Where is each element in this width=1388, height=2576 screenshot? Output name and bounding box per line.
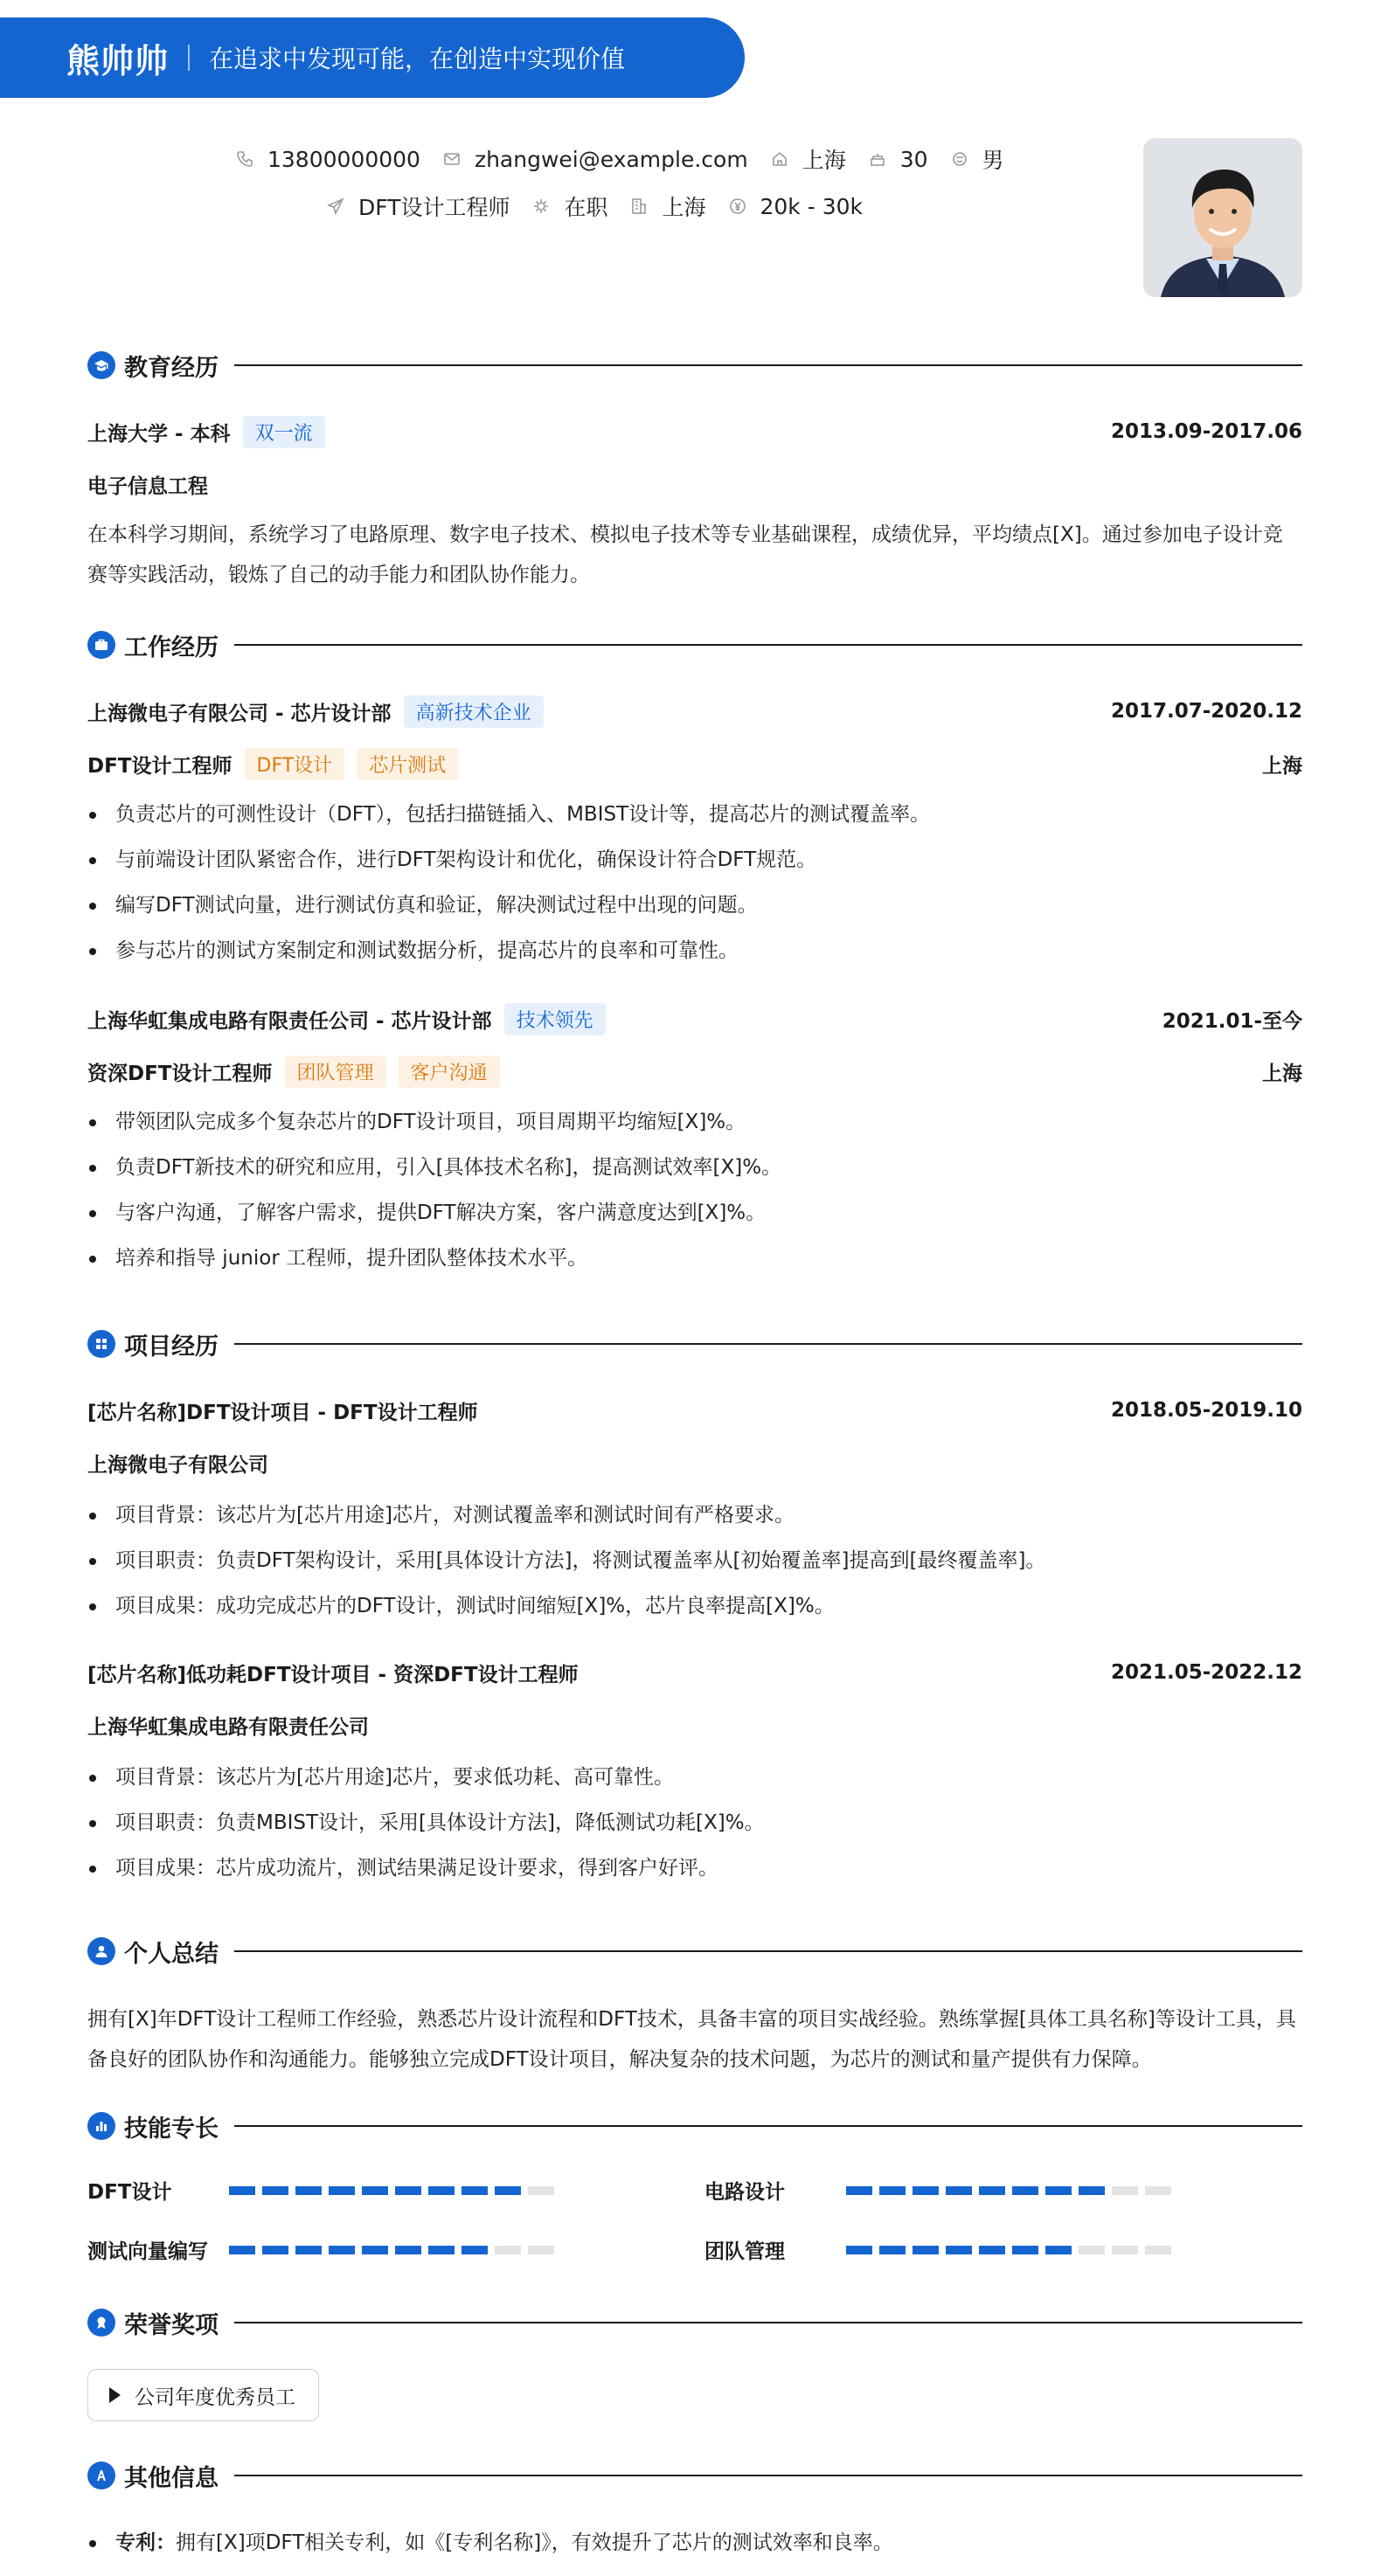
project-name: [芯片名称]DFT设计项目 - DFT设计工程师: [87, 1401, 478, 1424]
list-item: 与前端设计团队紧密合作，进行DFT架构设计和优化，确保设计符合DFT规范。: [87, 837, 1302, 883]
city-info: [771, 143, 846, 175]
skill-segment-filled: [362, 2246, 388, 2254]
section-title: 个人总结: [124, 1940, 219, 1968]
user-icon: [87, 1937, 115, 1965]
project-company: 上海华虹集成电路有限责任公司: [87, 1715, 369, 1739]
skill-segment-filled: [1045, 2186, 1072, 2195]
section-title: 其他信息: [124, 2464, 219, 2492]
company-tag: 技术领先: [504, 1003, 606, 1035]
section-education: [87, 348, 1302, 383]
education-description: 在本科学习期间，系统学习了电路原理、数字电子技术、模拟电子技术等专业基础课程，成绩优异，平均绩点[X]。通过参加电子设计竞赛等实践活动，锻炼了自己的动手能力和团队协作能力。: [87, 523, 1283, 586]
grid-icon: [87, 1330, 115, 1358]
job-target-info: [327, 190, 510, 222]
section-work: [87, 627, 1302, 662]
gender-info: [951, 143, 1004, 175]
work-1-role: [87, 746, 1302, 781]
project-2-company-row: [87, 1707, 1302, 1742]
list-item: 与客户沟通，了解客户需求，提供DFT解决方案，客户满意度达到[X]%。: [87, 1190, 1302, 1236]
gender-text: 男: [982, 148, 1004, 173]
list-item: [87, 2520, 1302, 2566]
project-company: 上海微电子有限公司: [87, 1453, 268, 1477]
list-item: 项目成果：芯片成功流片，测试结果满足设计要求，得到客户好评。: [87, 1845, 1302, 1891]
skill-segment-empty: [1112, 2246, 1138, 2254]
education-header: [87, 414, 1302, 449]
skill-segment-filled: [1012, 2246, 1038, 2254]
award-text: 公司年度优秀员工: [135, 2386, 295, 2409]
work-city-text: 上海: [662, 195, 706, 220]
project-1-bullets: [87, 1492, 1302, 1629]
status-icon: [532, 197, 550, 215]
salary-info: [729, 194, 864, 219]
section-title: 技能专长: [124, 2115, 219, 2143]
work-location: 上海: [1262, 1062, 1302, 1085]
skill-segment-filled: [495, 2186, 521, 2195]
info-icon: [87, 2462, 115, 2489]
project-date: 2021.05-2022.12: [1110, 1661, 1302, 1684]
skill-name: 团队管理: [704, 2240, 785, 2263]
skill-segment-empty: [528, 2246, 554, 2254]
list-item: 带领团队完成多个复杂芯片的DFT设计项目，项目周期平均缩短[X]%。: [87, 1099, 1302, 1145]
skill-segment-filled: [229, 2186, 255, 2195]
job-target-text: DFT设计工程师: [358, 195, 510, 220]
skill-name: 测试向量编写: [87, 2240, 208, 2263]
major-name: 电子信息工程: [87, 474, 208, 498]
section-title: 工作经历: [124, 634, 219, 661]
list-item: 项目背景：该芯片为[芯片用途]芯片，对测试覆盖率和测试时间有严格要求。: [87, 1492, 1302, 1538]
award-item: [87, 2369, 319, 2421]
skill-tag: 芯片测试: [357, 748, 458, 780]
skill-row: [704, 2235, 1178, 2264]
skill-segment-filled: [879, 2186, 906, 2195]
work-2-header: [87, 1001, 1302, 1036]
job-status-info: [532, 190, 607, 222]
skill-segment-filled: [846, 2186, 872, 2195]
header-banner: [0, 17, 745, 98]
skill-segment-filled: [979, 2246, 1005, 2254]
skill-segment-filled: [913, 2246, 939, 2254]
skill-segment-filled: [262, 2246, 288, 2254]
section-divider: [234, 1343, 1302, 1345]
work-date: 2021.01-至今: [1162, 1009, 1302, 1033]
paper-plane-icon: [327, 197, 344, 215]
avatar: [1143, 138, 1302, 297]
salary-text: 20k - 30k: [760, 193, 863, 219]
phone-text: 13800000000: [267, 146, 420, 172]
award-icon: [87, 2309, 115, 2337]
mail-icon: [443, 150, 461, 168]
school-name: 上海大学 - 本科: [87, 422, 231, 446]
work-2-role: [87, 1054, 1302, 1089]
work-city-info: [630, 190, 705, 222]
section-title: 项目经历: [124, 1333, 219, 1361]
skill-row: [87, 2235, 561, 2264]
section-awards: [87, 2305, 1302, 2340]
skill-name: 电路设计: [704, 2181, 785, 2204]
section-divider: [234, 2125, 1302, 2127]
company-name: 上海微电子有限公司 - 芯片设计部: [87, 702, 392, 725]
list-item: 编写DFT测试向量，进行测试仿真和验证，解决测试过程中出现的问题。: [87, 883, 1302, 928]
project-2-header: [87, 1655, 1302, 1690]
candidate-motto: 在追求中发现可能，在创造中实现价值: [209, 45, 626, 73]
school-tag: 双一流: [243, 416, 325, 448]
age-icon: [869, 150, 886, 168]
project-date: 2018.05-2019.10: [1110, 1399, 1302, 1422]
triangle-right-icon: [109, 2387, 121, 2403]
age-info: [869, 147, 928, 172]
work-1-bullets: [87, 792, 1302, 973]
other-text: 拥有[X]项DFT相关专利，如《[专利名称]》，有效提升了芯片的测试效率和良率。: [176, 2531, 893, 2554]
briefcase-icon: [87, 631, 115, 659]
skill-level-bar: [846, 2186, 1178, 2195]
skill-segment-filled: [879, 2246, 906, 2254]
skill-segment-filled: [395, 2246, 421, 2254]
skill-tag: 团队管理: [285, 1056, 386, 1088]
skill-tag: 客户沟通: [399, 1056, 500, 1088]
skill-level-bar: [229, 2246, 561, 2254]
list-item: 项目职责：负责DFT架构设计，采用[具体设计方法]，将测试覆盖率从[初始覆盖率]提高到[最终覆盖率]。: [87, 1538, 1302, 1583]
skill-segment-empty: [1145, 2246, 1171, 2254]
section-divider: [234, 1950, 1302, 1952]
building-icon: [630, 197, 648, 215]
skill-row: [704, 2176, 1178, 2205]
section-skills: [87, 2109, 1302, 2143]
work-location: 上海: [1262, 754, 1302, 778]
phone-info: [236, 147, 420, 172]
project-1-company-row: [87, 1445, 1302, 1480]
skill-segment-empty: [1145, 2186, 1171, 2195]
skill-segment-empty: [495, 2246, 521, 2254]
skill-segment-filled: [329, 2186, 355, 2195]
skill-segment-filled: [1045, 2246, 1072, 2254]
skill-segment-filled: [913, 2186, 939, 2195]
contact-line-1: [236, 143, 1027, 175]
work-2-bullets: [87, 1099, 1302, 1281]
section-summary: [87, 1934, 1302, 1969]
section-projects: [87, 1326, 1302, 1361]
graduation-cap-icon: [87, 351, 115, 379]
skill-segment-filled: [946, 2246, 972, 2254]
skill-segment-filled: [946, 2186, 972, 2195]
other-bullets: [87, 2520, 1302, 2566]
skill-name: DFT设计: [87, 2181, 172, 2204]
home-icon: [771, 150, 788, 168]
list-item: 参与芯片的测试方案制定和测试数据分析，提高芯片的良率和可靠性。: [87, 928, 1302, 973]
skill-level-bar: [229, 2186, 561, 2195]
work-1-header: [87, 694, 1302, 729]
skill-segment-filled: [428, 2246, 455, 2254]
other-label: 专利：: [115, 2531, 176, 2554]
skill-segment-filled: [846, 2246, 872, 2254]
skill-segment-filled: [1012, 2186, 1038, 2195]
age-text: 30: [899, 146, 928, 172]
skill-level-bar: [846, 2246, 1178, 2254]
summary-text: 拥有[X]年DFT设计工程师工作经验，熟悉芯片设计流程和DFT技术，具备丰富的项目实战经验。熟练掌握[具体工具名称]等设计工具，具备良好的团队协作和沟通能力。能够独立完成DFT设计项目，解决复杂的技术问题，为芯片的测试和量产提供有力保障。: [87, 2008, 1296, 2071]
banner-divider: [188, 45, 190, 71]
job-title: 资深DFT设计工程师: [87, 1062, 273, 1085]
city-text: 上海: [802, 148, 846, 173]
candidate-name: 熊帅帅: [66, 41, 170, 80]
list-item: 培养和指导 junior 工程师，提升团队整体技术水平。: [87, 1236, 1302, 1281]
skill-segment-filled: [428, 2186, 455, 2195]
skill-segment-filled: [462, 2186, 488, 2195]
list-item: 项目成果：成功完成芯片的DFT设计，测试时间缩短[X]%，芯片良率提高[X]%。: [87, 1583, 1302, 1629]
skill-segment-filled: [1079, 2186, 1105, 2195]
list-item: 项目职责：负责MBIST设计，采用[具体设计方法]，降低测试功耗[X]%。: [87, 1800, 1302, 1845]
skill-segment-empty: [528, 2186, 554, 2195]
skill-segment-filled: [329, 2246, 355, 2254]
section-divider: [234, 2322, 1302, 2323]
section-title: 教育经历: [124, 354, 219, 382]
salary-icon: [729, 197, 746, 215]
email-text: zhangwei@example.com: [474, 146, 748, 172]
skill-segment-filled: [362, 2186, 388, 2195]
skill-segment-filled: [462, 2246, 488, 2254]
list-item: 负责DFT新技术的研究和应用，引入[具体技术名称]，提高测试效率[X]%。: [87, 1145, 1302, 1190]
project-1-header: [87, 1393, 1302, 1428]
work-date: 2017.07-2020.12: [1110, 700, 1302, 723]
skill-segment-filled: [979, 2186, 1005, 2195]
skill-segment-filled: [229, 2246, 255, 2254]
phone-icon: [236, 150, 253, 168]
section-other: [87, 2458, 1302, 2493]
job-title: DFT设计工程师: [87, 754, 232, 778]
skill-segment-filled: [295, 2186, 322, 2195]
bar-chart-icon: [87, 2112, 115, 2140]
skill-segment-empty: [1079, 2246, 1105, 2254]
section-divider: [234, 364, 1302, 366]
email-info: [443, 147, 748, 172]
section-divider: [234, 2475, 1302, 2476]
project-name: [芯片名称]低功耗DFT设计项目 - 资深DFT设计工程师: [87, 1663, 579, 1686]
skill-segment-filled: [262, 2186, 288, 2195]
gender-icon: [951, 150, 968, 168]
skill-row: [87, 2176, 561, 2205]
education-date: 2013.09-2017.06: [1110, 420, 1302, 443]
section-title: 荣誉奖项: [124, 2311, 219, 2339]
skill-segment-filled: [295, 2246, 322, 2254]
section-divider: [234, 644, 1302, 646]
company-name: 上海华虹集成电路有限责任公司 - 芯片设计部: [87, 1009, 492, 1033]
profile-photo: [1143, 138, 1302, 297]
list-item: 项目背景：该芯片为[芯片用途]芯片，要求低功耗、高可靠性。: [87, 1755, 1302, 1800]
job-status-text: 在职: [564, 195, 608, 220]
company-tag: 高新技术企业: [404, 696, 544, 728]
skill-segment-empty: [1112, 2186, 1138, 2195]
project-2-bullets: [87, 1755, 1302, 1891]
contact-line-2: [327, 190, 885, 222]
skill-segment-filled: [395, 2186, 421, 2195]
education-major-row: [87, 467, 1302, 502]
skill-tag: DFT设计: [245, 748, 345, 780]
list-item: 负责芯片的可测性设计（DFT），包括扫描链插入、MBIST设计等，提高芯片的测试覆盖率。: [87, 792, 1302, 837]
